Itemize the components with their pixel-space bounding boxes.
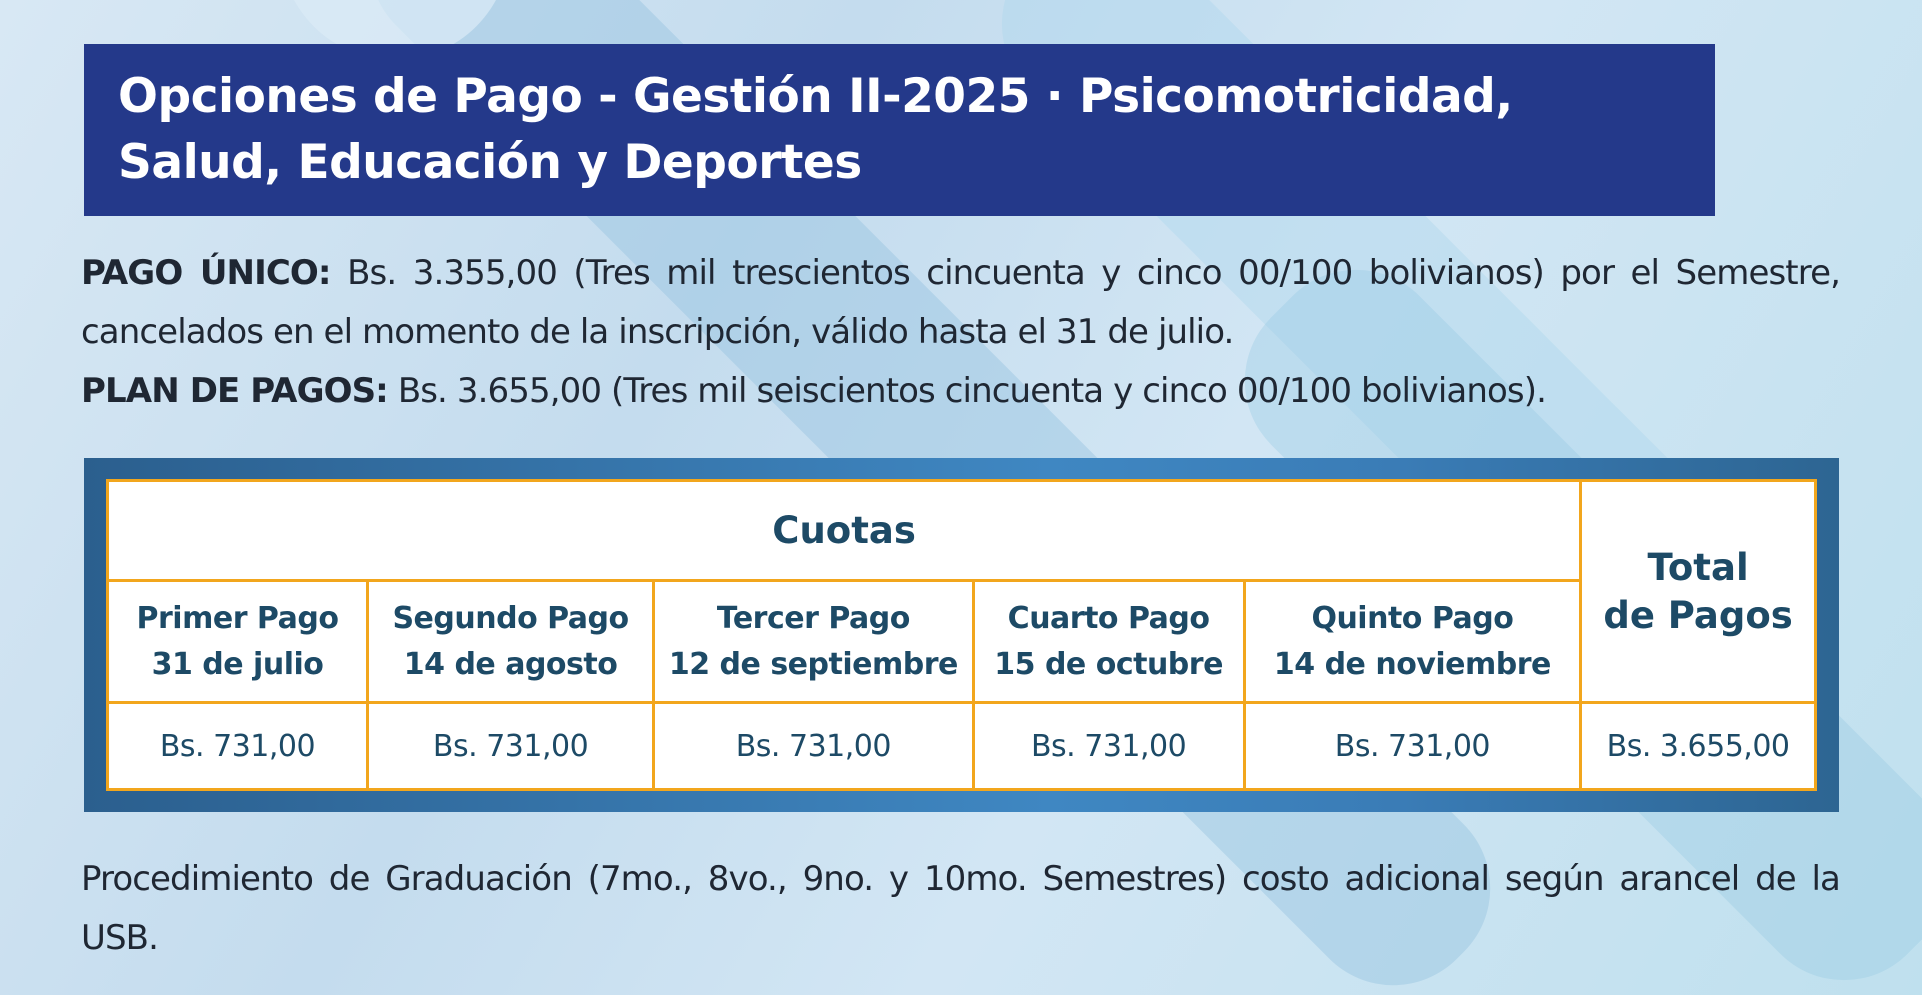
installment-plan-label: PLAN DE PAGOS: [81,371,388,411]
installments-table-frame [84,458,1839,812]
installment-amount-4: Bs. 731,00 [973,703,1244,790]
installment-header-4 [973,581,1244,703]
installment-amount-2: Bs. 731,00 [367,703,653,790]
installment-name: Primer Pago [136,600,339,636]
payment-description [81,244,1840,421]
installment-name: Quinto Pago [1311,600,1514,636]
cuotas-header: Cuotas [108,481,1581,581]
installment-header-5 [1244,581,1581,703]
total-amount: Bs. 3.655,00 [1581,703,1816,790]
installment-name: Tercer Pago [716,600,910,636]
installment-amount-5: Bs. 731,00 [1244,703,1581,790]
single-payment-text: Bs. 3.355,00 (Tres mil trescientos cincuenta y cinco 00/100 bolivianos) por el Semestre, cancelados en el momento de la inscripción, válido hasta el 31 de julio. [81,253,1840,352]
title-banner [84,44,1715,216]
installment-date: 31 de julio [151,646,324,682]
installment-amount-3: Bs. 731,00 [654,703,973,790]
installment-header-3 [654,581,973,703]
graduation-note: Procedimiento de Graduación (7mo., 8vo., 9no. y 10mo. Semestres) costo adicional según arancel de la USB. [81,859,1840,958]
total-header [1581,481,1816,703]
installment-date: 14 de agosto [403,646,618,682]
installment-date: 14 de noviembre [1273,646,1551,682]
table-header-row [108,481,1816,581]
installment-name: Cuarto Pago [1007,600,1210,636]
installment-date: 12 de septiembre [668,646,958,682]
installment-plan-text: Bs. 3.655,00 (Tres mil seiscientos cincuenta y cinco 00/100 bolivianos). [397,371,1546,411]
single-payment-label: PAGO ÚNICO: [81,253,331,293]
total-header-line1: Total [1647,545,1749,589]
installments-table [106,479,1817,791]
installment-date: 15 de octubre [994,646,1223,682]
installment-header-2 [367,581,653,703]
total-header-line2: de Pagos [1603,593,1793,637]
page-title: Opciones de Pago - Gestión II-2025 · Psicomotricidad, Salud, Educación y Deportes [118,69,1513,190]
single-payment-paragraph [81,244,1840,362]
table-row [108,703,1816,790]
installment-name: Segundo Pago [392,600,629,636]
table-subheader-row [108,581,1816,703]
installment-header-1 [108,581,368,703]
installment-plan-paragraph [81,362,1840,421]
installment-amount-1: Bs. 731,00 [108,703,368,790]
